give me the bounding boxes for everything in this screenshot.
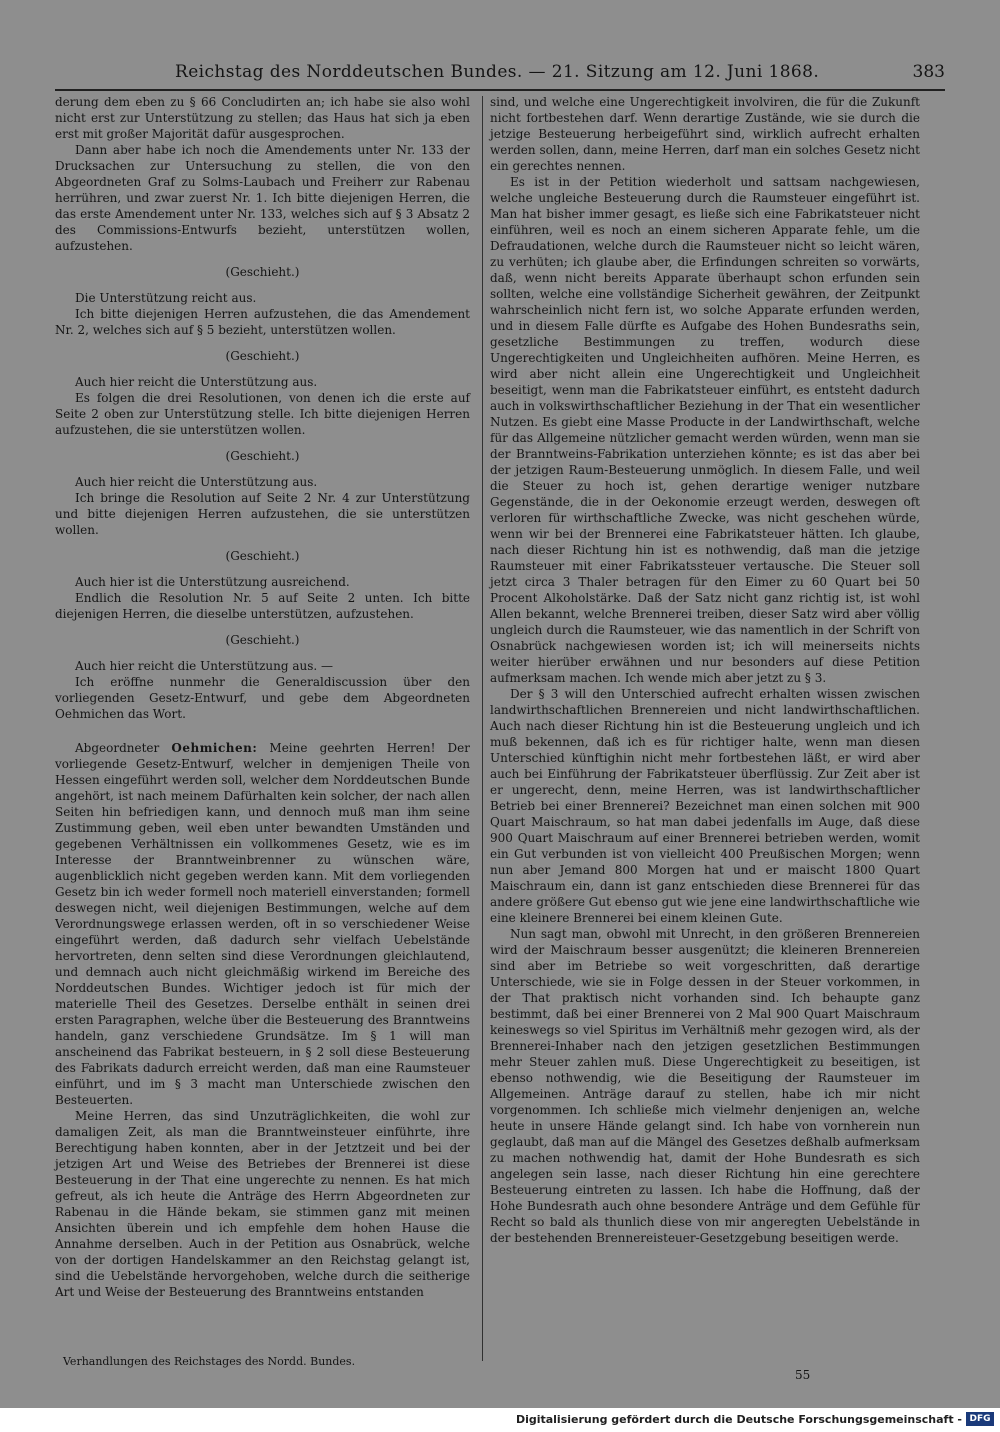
paragraph: sind, und welche eine Ungerechtigkeit involviren, die für die Zukunft nicht fortbestehen darf. Wenn derartige Zustände, wie sie durch die jetzige Besteuerung herbeigeführt sind, wirklich aufrecht erhalten werden sollen, dann, meine Herren, darf man ein solches Gesetz nicht ein gerechtes nennen. [490, 95, 920, 173]
right-paragraphs [490, 94, 920, 1246]
credit-text: Digitalisierung gefördert durch die Deutsche Forschungsgemeinschaft - [515, 1413, 962, 1426]
footer-publication: Verhandlungen des Reichstages des Nordd. Bundes. [63, 1355, 356, 1368]
dfg-logo: DFG [966, 1412, 994, 1426]
speaker-name: Oehmichen: [171, 741, 258, 755]
paragraph: Auch hier reicht die Unterstützung aus. — [75, 659, 334, 673]
column-divider [482, 96, 483, 1361]
right-column [490, 94, 920, 1246]
paragraph: Es ist in der Petition wiederholt und sattsam nachgewiesen, welche ungleiche Besteuerung durch die Raumsteuer eingeführt ist. Man hat bisher immer gesagt, es ließe sich eine Fabrikatsteuer nicht einführen, weil es noch an einem sicheren Apparate fehle, um die Defraudationen, welche durch die Raumsteuer nicht so leicht wären, zu verhüten; ich glaube aber, die Erfindungen schreiten so vorwärts, daß, wenn nicht bereits Apparate überhaupt schon erfunden sein sollten, welche eine vollständige Sicherheit gewähren, der Zeitpunkt wahrscheinlich nicht fern ist, wo solche Apparate erfunden werden, und in diesem Falle dürfte es Aufgabe des Hohen Bundesraths sein, gesetzliche Bestimmungen zu treffen, wodurch diese Ungerechtigkeiten und Ungleichheiten aufhören. Meine Herren, es wird aber nicht allein eine Ungerechtigkeit und Ungleichheit beseitigt, wenn man die Fabrikatsteuer einführt, es entsteht dadurch auch in volkswirthschaftlicher Beziehung in der That ein wesentlicher Nutzen. Es giebt eine Masse Producte in der Landwirthschaft, welche für das Allgemeine nützlicher gemacht werden würden, wenn man sie der Branntweins-Fabrikation unterziehen könnte; es ist das aber bei der jetzigen Raum-Besteuerung unmöglich. In diesem Falle, und weil die Steuer zu hoch ist, gehen derartige weniger nutzbare Gegenstände, die in der Oekonomie erzeugt werden, deswegen oft verloren für wirthschaftliche Zwecke, was nicht geschehen würde, wenn wir bei der Brennerei eine Fabrikatsteuer hätten. Ich glaube, nach dieser Richtung hin ist es nothwendig, daß man die jetzige Raumsteuer mit einer Fabrikatssteuer vertausche. Die Steuer soll jetzt circa 3 Thaler betragen für den Eimer zu 60 Quart bei 50 Procent Alkoholstärke. Daß der Satz nicht ganz richtig ist, ist wohl Allen bekannt, welche Brennerei treiben, dieser Satz wird aber völlig ungleich durch die Raumsteuer, wie das namentlich in der Schrift von Osnabrück nachgewiesen worden ist; ich will meinerseits nichts weiter hierüber erwähnen und nur besonders auf diese Petition aufmerksam machen. Ich wende mich aber jetzt zu § 3. [490, 175, 920, 685]
paragraph: Auch hier ist die Unterstützung ausreichend. [75, 575, 350, 589]
paragraph: derung dem eben zu § 66 Concludirten an; ich habe sie also wohl nicht erst zur Unterstützung zu stellen; das Haus hat sich ja eben erst mit großer Majorität dafür ausgesprochen. [55, 95, 470, 141]
speech-prefix: Abgeordneter [75, 741, 172, 755]
left-paragraphs-end [55, 1108, 470, 1300]
running-title: Reichstag des Norddeutschen Bundes. — 21. Sitzung am 12. Juni 1868. [175, 62, 820, 82]
paragraph: Endlich die Resolution Nr. 5 auf Seite 2 unten. Ich bitte diejenigen Herren, die dieselbe unterstützen, aufzustehen. [55, 591, 470, 621]
paragraph: Ich bringe die Resolution auf Seite 2 Nr. 4 zur Unterstützung und bitte diejenigen Herren aufzustehen, die sie unterstützen wollen. [55, 491, 470, 537]
stage-direction: (Geschieht.) [225, 549, 300, 563]
page-header [55, 62, 945, 86]
stage-direction: (Geschieht.) [225, 265, 300, 279]
left-column [55, 94, 470, 1300]
stage-direction: (Geschieht.) [225, 349, 300, 363]
paragraph: Ich eröffne nunmehr die Generaldiscussion über den vorliegenden Gesetz-Entwurf, und gebe dem Abgeordneten Oehmichen das Wort. [55, 675, 470, 721]
credit-bar [0, 1408, 1000, 1432]
paragraph: Dann aber habe ich noch die Amendements unter Nr. 133 der Drucksachen zur Untersuchung zu stellen, die von den Abgeordneten Graf zu Solms-Laubach und Freiherr zur Rabenau herrühren, und zwar zuerst Nr. 1. Ich bitte diejenigen Herren, die das erste Amendement unter Nr. 133, welches sich auf § 3 Absatz 2 des Commissions-Entwurfs bezieht, unterstützen wollen, aufzustehen. [55, 143, 470, 253]
speech-text: Meine geehrten Herren! Der vorliegende Gesetz-Entwurf, welcher in demjenigen Theile von Hessen eingeführt werden soll, welcher dem Norddeutschen Bunde angehört, ist nach meinem Dafürhalten kein solcher, der nach allen Seiten hin befriedigen kann, und dennoch muß man ihm seine Zustimmung geben, weil eben unter bewandten Umständen und gegebenen Verhältnissen ein vollkommenes Gesetz, wie es im Interesse der Branntweinbrenner zu wünschen wäre, augenblicklich nicht gegeben werden kann. Mit dem vorliegenden Gesetz bin ich weder formell noch materiell einverstanden; formell deswegen nicht, weil diejenigen Bestimmungen, welche auf dem Verordnungswege erlassen werden, oft in so verschiedener Weise eingeführt werden, daß dadurch sehr vielfach Uebelstände hervortreten, denn selten sind diese Verordnungen gleichlautend, und demnach auch nicht gleichmäßig wirkend im Bereiche des Norddeutschen Bundes. Wichtiger jedoch ist für mich der materielle Theil des Gesetzes. Derselbe enthält in seinen drei ersten Paragraphen, welche über die Besteuerung des Branntweins handeln, ganz verschiedene Grundsätze. Im § 1 will man anscheinend das Fabrikat besteuern, in § 2 soll diese Besteuerung des Fabrikats dadurch erreicht werden, daß man eine Raumsteuer einführt, und im § 3 macht man Unterschiede zwischen den Besteuerten. [55, 741, 470, 1107]
paragraph: Der § 3 will den Unterschied aufrecht erhalten wissen zwischen landwirthschaftlichen Brennereien und nicht landwirthschaftlichen. Auch nach dieser Richtung hin ist die Besteuerung ungleich und ich muß bekennen, daß ich es für richtiger halte, wenn man diesen Unterschied künftighin nicht mehr fortbestehen läßt, er wird aber auch bei Einführung der Fabrikatsteuer überflüssig. Zur Zeit aber ist er ungerecht, denn, meine Herren, was ist landwirthschaftlicher Betrieb bei einer Brennerei? Bezeichnet man einen solchen mit 900 Quart Maischraum, so hat man dabei jedenfalls im Auge, daß diese 900 Quart Maischraum auf einer Brennerei betrieben werden, womit ein Gut verbunden ist von vielleicht 400 Preußischen Morgen; wenn nun aber Jemand 800 Morgen hat und er maischt 1800 Quart Maischraum ein, dann ist ganz entschieden diese Brennerei für das andere größere Gut ebenso gut wie jene eine landwirthschaftliche wie eine kleinere Brennerei bei einem kleinen Gute. [490, 687, 920, 925]
page-number: 383 [912, 62, 945, 82]
stage-direction: (Geschieht.) [225, 633, 300, 647]
paragraph: Meine Herren, das sind Unzuträglichkeiten, die wohl zur damaligen Zeit, als man die Branntweinsteuer einführte, ihre Berechtigung haben konnten, aber in der Jetztzeit und bei der jetzigen Art und Weise des Betriebes der Brennerei ist diese Besteuerung in der That eine ungerechte zu nennen. Es hat mich gefreut, als ich heute die Anträge des Herrn Abgeordneten zur Rabenau in die Hände bekam, sie stimmen ganz mit meinen Ansichten überein und ich empfehle dem hohen Hause die Annahme derselben. Auch in der Petition aus Osnabrück, welche von der dortigen Handelskammer an den Reichstag gelangt ist, sind die Uebelstände hervorgehoben, welche durch die seitherige Art und Weise der Besteuerung des Branntweins entstanden [55, 1109, 470, 1299]
stage-direction: (Geschieht.) [225, 449, 300, 463]
header-rule [55, 89, 945, 91]
paragraph: Ich bitte diejenigen Herren aufzustehen, die das Amendement Nr. 2, welches sich auf § 5 bezieht, unterstützen wollen. [55, 307, 470, 337]
paragraph: Es folgen die drei Resolutionen, von denen ich die erste auf Seite 2 oben zur Unterstützung stelle. Ich bitte diejenigen Herren aufzustehen, die sie unterstützen wollen. [55, 391, 470, 437]
paragraph: Auch hier reicht die Unterstützung aus. [75, 375, 318, 389]
left-paragraphs [55, 94, 470, 722]
paragraph: Nun sagt man, obwohl mit Unrecht, in den größeren Brennereien wird der Maischraum besser ausgenützt; die kleineren Brennereien sind aber im Betriebe so weit vorgeschritten, daß derartige Unterschiede, wie sie in Folge dessen in der Steuer vorkommen, in der That praktisch nicht vorhanden sind. Ich behaupte ganz bestimmt, daß bei einer Brennerei von 2 Mal 900 Quart Maischraum keineswegs so viel Spiritus im Verhältniß mehr gezogen wird, als der Brennerei-Inhaber nach den jetzigen gesetzlichen Bestimmungen mehr Steuer zahlen muß. Diese Ungerechtigkeit zu beseitigen, ist ebenso nothwendig, wie die Beseitigung der Raumsteuer im Allgemeinen. Anträge darauf zu stellen, habe ich mir nicht vorgenommen. Ich schließe mich vielmehr denjenigen an, welche heute in unsere Hände gelangt sind. Ich habe von vornherein nun geglaubt, daß man auf die Mängel des Gesetzes deßhalb aufmerksam zu machen nothwendig hat, damit der Hohe Bundesrath es sich angelegen sein lasse, nach dieser Richtung hin eine gerechtere Besteuerung eintreten zu lassen. Ich habe die Hoffnung, daß der Hohe Bundesrath auch ohne besondere Anträge und dem Gefühle für Recht so bald als thunlich diese von mir angeregten Uebelstände in der bestehenden Brennereisteuer-Gesetzgebung beseitigen werde. [490, 927, 920, 1245]
speech-paragraph [55, 740, 470, 1108]
paragraph: Auch hier reicht die Unterstützung aus. [75, 475, 318, 489]
signature-mark: 55 [795, 1368, 811, 1382]
paragraph: Die Unterstützung reicht aus. [75, 291, 257, 305]
